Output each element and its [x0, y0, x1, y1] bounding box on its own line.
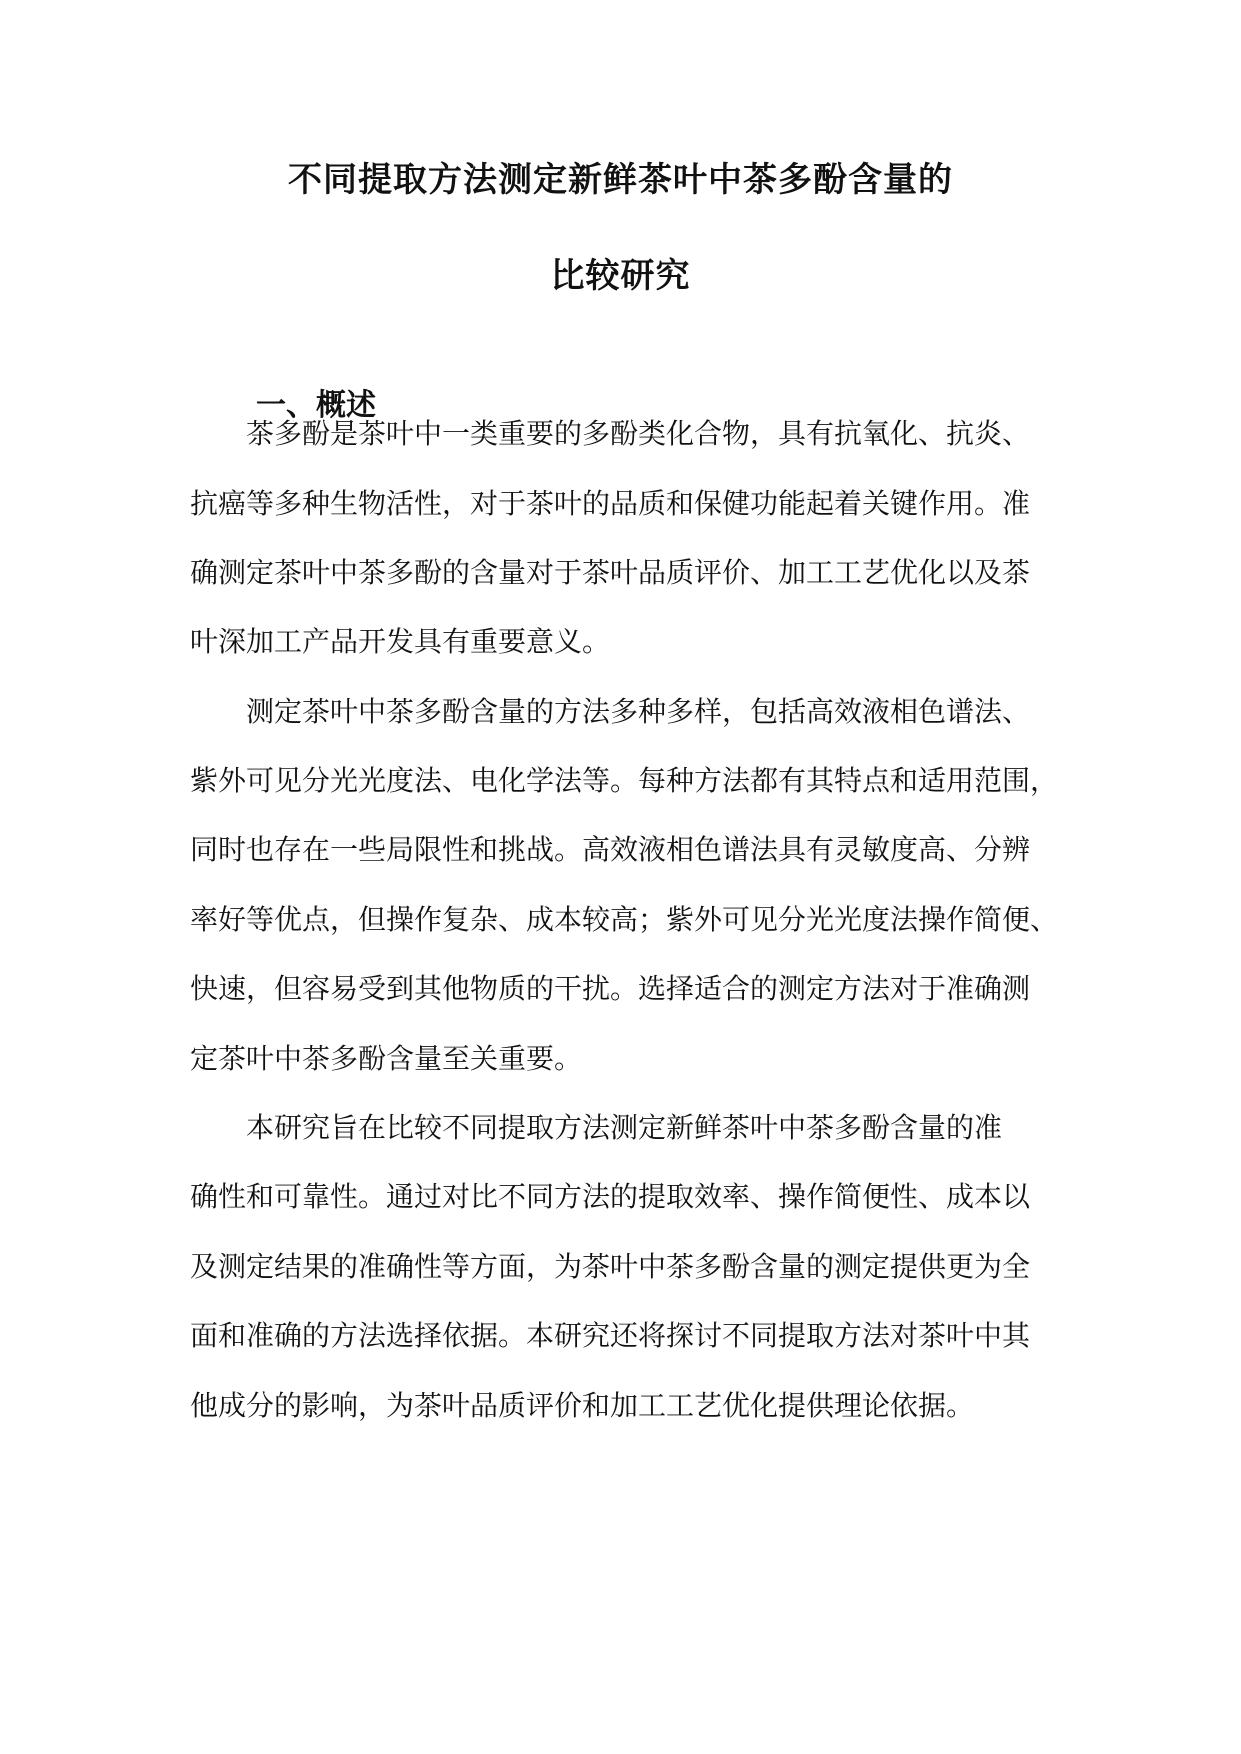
paragraph-3-line-3: 及测定结果的准确性等方面，为茶叶中茶多酚含量的测定提供更为全	[190, 1250, 1031, 1283]
paragraph-3-line-5: 他成分的影响，为茶叶品质评价和加工工艺优化提供理论依据。	[190, 1389, 975, 1422]
paragraph-2-line-3: 同时也存在一些局限性和挑战。高效液相色谱法具有灵敏度高、分辨	[190, 833, 1031, 866]
paragraph-1-line-1: 茶多酚是茶叶中一类重要的多酚类化合物，具有抗氧化、抗炎、	[246, 417, 1031, 450]
document-title-line-2: 比较研究	[550, 256, 691, 296]
paragraph-1-line-3: 确测定茶叶中茶多酚的含量对于茶叶品质评价、加工工艺优化以及茶	[190, 556, 1031, 589]
document-title-line-1: 不同提取方法测定新鲜茶叶中茶多酚含量的	[288, 160, 953, 200]
paragraph-2-line-6: 定茶叶中茶多酚含量至关重要。	[190, 1042, 583, 1075]
paragraph-3-line-1: 本研究旨在比较不同提取方法测定新鲜茶叶中茶多酚含量的准	[246, 1111, 1003, 1144]
paragraph-3-line-2: 确性和可靠性。通过对比不同方法的提取效率、操作简便性、成本以	[190, 1180, 1031, 1213]
paragraph-1-line-2: 抗癌等多种生物活性，对于茶叶的品质和保健功能起着关键作用。准	[190, 487, 1031, 520]
paragraph-1-line-4: 叶深加工产品开发具有重要意义。	[190, 625, 611, 658]
paragraph-3-line-4: 面和准确的方法选择依据。本研究还将探讨不同提取方法对茶叶中其	[190, 1319, 1031, 1352]
section-heading: 一、概述	[256, 388, 376, 423]
paragraph-2-line-2: 紫外可见分光光度法、电化学法等。每种方法都有其特点和适用范围，	[190, 764, 1059, 797]
paragraph-2-line-5: 快速，但容易受到其他物质的干扰。选择适合的测定方法对于准确测	[190, 972, 1031, 1005]
paragraph-2-line-1: 测定茶叶中茶多酚含量的方法多种多样，包括高效液相色谱法、	[246, 695, 1031, 728]
paragraph-2-line-4: 率好等优点，但操作复杂、成本较高；紫外可见分光光度法操作简便、	[190, 903, 1059, 936]
